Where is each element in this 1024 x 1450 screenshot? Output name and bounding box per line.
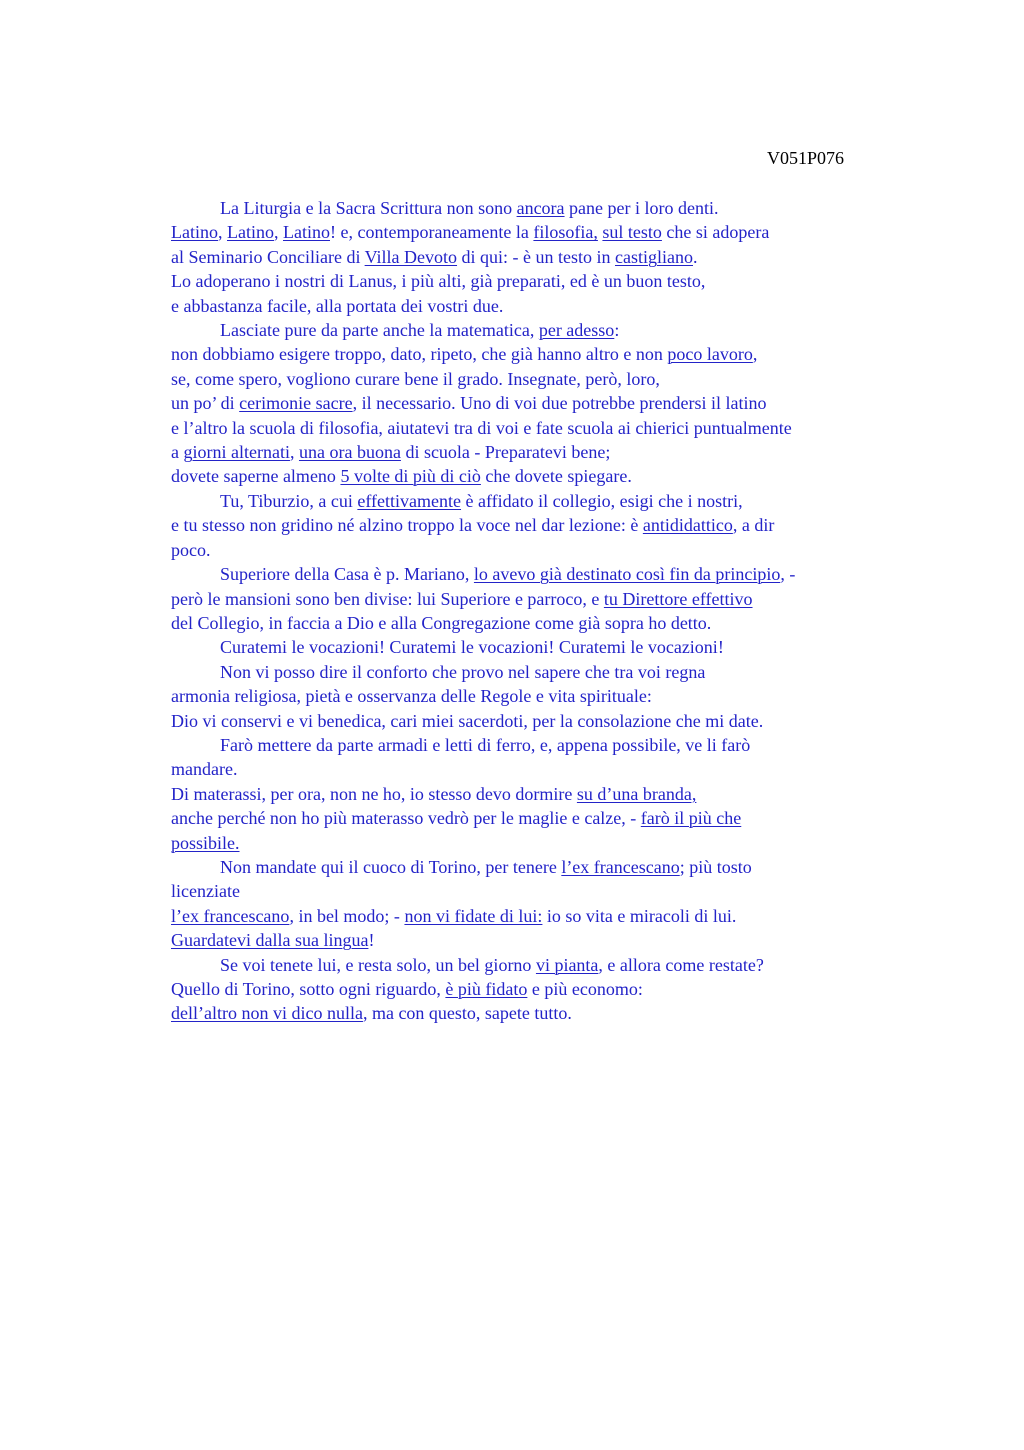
text-line [171, 245, 891, 269]
underlined-phrase: vi pianta [535, 954, 599, 975]
text-line [171, 928, 891, 952]
text-segment: licenziate [171, 881, 240, 902]
text-line [171, 733, 891, 757]
text-line [171, 757, 891, 781]
text-segment: armonia religiosa, pietà e osservanza delle Regole e vita spirituale: [171, 686, 652, 707]
text-segment: Superiore della Casa è p. Mariano, [220, 564, 474, 585]
text-segment: ! [368, 930, 375, 951]
text-segment: però le mansioni sono ben divise: lui Superiore e parroco, e [171, 588, 604, 609]
text-segment: , a dir [732, 515, 775, 536]
text-segment: Lo adoperano i nostri di Lanus, i più alti, già preparati, ed è un buon testo, [171, 271, 706, 292]
underlined-phrase: Latino [227, 222, 274, 243]
text-line [171, 269, 891, 293]
text-line [171, 831, 891, 855]
underlined-phrase: Latino [283, 222, 330, 243]
text-segment: Tu, Tiburzio, a cui [220, 490, 358, 511]
underlined-phrase: poco lavoro [667, 344, 753, 365]
text-segment: pane per i loro denti. [564, 198, 719, 218]
text-line [171, 977, 891, 1001]
text-segment: anche perché non ho più materasso vedrò per le maglie e calze, - [171, 808, 641, 829]
text-segment: Se voi tenete lui, e resta solo, un bel giorno [220, 954, 536, 975]
page-identifier: V051P076 [766, 148, 844, 168]
text-line [171, 342, 891, 366]
text-line [171, 806, 891, 830]
text-line [171, 513, 891, 537]
underlined-phrase: l’ex francescano [171, 905, 290, 926]
text-segment: La Liturgia e la Sacra Scrittura non sono [220, 198, 517, 218]
text-segment: , e allora come restate? [598, 954, 764, 975]
underlined-phrase: 5 volte di più di ciò [340, 466, 481, 487]
text-segment: se, come spero, vogliono curare bene il grado. Insegnate, però, loro, [171, 368, 660, 389]
underlined-phrase: lo avevo già destinato così fin da principio [473, 564, 781, 585]
text-segment: Curatemi le vocazioni! Curatemi le vocazioni! Curatemi le vocazioni! [220, 637, 724, 658]
text-segment: del Collegio, in faccia a Dio e alla Congregazione come già sopra ho detto. [171, 612, 712, 633]
text-line [171, 904, 891, 928]
text-line [171, 440, 891, 464]
text-line [171, 1001, 891, 1025]
text-line [171, 879, 891, 903]
underlined-phrase: l’ex francescano [561, 856, 680, 877]
text-segment: Dio vi conservi e vi benedica, cari miei sacerdoti, per la consolazione che mi date. [171, 710, 764, 731]
text-segment: a [171, 442, 184, 463]
text-segment: che si adopera [661, 222, 770, 243]
underlined-phrase: possibile. [171, 832, 240, 853]
underlined-phrase: Latino [171, 222, 218, 243]
text-line [171, 611, 891, 635]
text-line [171, 562, 891, 586]
underlined-phrase: ancora [516, 198, 565, 218]
text-segment: , il necessario. Uno di voi due potrebbe prendersi il latino [352, 393, 767, 414]
text-segment: io so vita e miracoli di lui. [542, 905, 737, 926]
underlined-phrase: una ora buona [298, 442, 401, 463]
text-segment: mandare. [171, 759, 238, 780]
underlined-phrase: tu Direttore effettivo [603, 588, 753, 609]
text-segment: e tu stesso non gridino né alzino troppo la voce nel dar lezione: è [171, 515, 643, 536]
text-segment: : [614, 320, 620, 341]
text-segment: , [289, 442, 299, 463]
text-segment: Di materassi, per ora, non ne ho, io stesso devo dormire [171, 783, 577, 804]
text-line [171, 367, 891, 391]
text-segment: , in bel modo; - [289, 905, 405, 926]
underlined-phrase: farò il più che [640, 808, 742, 829]
text-segment: di scuola - Preparatevi bene; [400, 442, 611, 463]
text-line [171, 416, 891, 440]
text-segment: di qui: - è un testo in [457, 246, 616, 267]
text-segment: ; più tosto [679, 856, 752, 877]
text-line [171, 318, 891, 342]
text-line [171, 782, 891, 806]
underlined-phrase: per adesso [538, 320, 615, 341]
text-line [171, 196, 891, 220]
text-segment: Farò mettere da parte armadi e letti di ferro, e, appena possibile, ve li farò [220, 734, 751, 755]
text-line [171, 489, 891, 513]
text-line [171, 635, 891, 659]
underlined-phrase: effettivamente [357, 490, 461, 511]
text-segment: Quello di Torino, sotto ogni riguardo, [171, 979, 446, 999]
text-segment: poco. [171, 539, 211, 560]
text-segment: non dobbiamo esigere troppo, dato, ripeto, che già hanno altro e non [171, 344, 668, 365]
text-segment: , [218, 222, 227, 243]
underlined-phrase: dell’altro non vi dico nulla [171, 1003, 363, 1024]
text-line [171, 684, 891, 708]
text-segment: e l’altro la scuola di filosofia, aiutatevi tra di voi e fate scuola ai chierici puntualmente [171, 417, 792, 438]
text-line [171, 660, 891, 684]
text-segment: , [752, 344, 758, 365]
text-segment: Non mandate qui il cuoco di Torino, per tenere [220, 856, 562, 877]
underlined-phrase: su d’una branda, [576, 783, 697, 804]
text-segment: che dovete spiegare. [480, 466, 632, 487]
underlined-phrase: filosofia, [533, 222, 598, 243]
underlined-phrase: antididattico [642, 515, 733, 536]
text-segment: , ma con questo, sapete tutto. [362, 1003, 572, 1024]
underlined-phrase: castigliano [615, 246, 693, 267]
text-segment: un po’ di [171, 393, 240, 414]
letter-body [171, 196, 891, 1026]
text-segment: ! e, contemporaneamente la [330, 222, 534, 243]
underlined-phrase: sul testo [602, 222, 662, 243]
underlined-phrase: Villa Devoto [364, 246, 458, 267]
underlined-phrase: non vi fidate di lui: [404, 905, 543, 926]
text-segment: dovete saperne almeno [171, 466, 341, 487]
text-segment: e abbastanza facile, alla portata dei vostri due. [171, 295, 504, 316]
text-line [171, 464, 891, 488]
underlined-phrase: è più fidato [445, 979, 528, 999]
text-segment: Non vi posso dire il conforto che provo nel sapere che tra voi regna [220, 661, 706, 682]
text-segment: , [274, 222, 283, 243]
text-line [171, 294, 891, 318]
text-line [171, 220, 891, 244]
text-segment: . [693, 246, 698, 267]
underlined-phrase: Guardatevi dalla sua lingua [171, 930, 369, 951]
text-line [171, 953, 891, 977]
underlined-phrase: cerimonie sacre [239, 393, 353, 414]
text-segment: al Seminario Conciliare di [171, 246, 365, 267]
text-line [171, 855, 891, 879]
text-line [171, 709, 891, 733]
text-segment: Lasciate pure da parte anche la matematica, [220, 320, 539, 341]
text-line [171, 587, 891, 611]
text-line [171, 391, 891, 415]
text-line [171, 538, 891, 562]
text-segment: , - [780, 564, 796, 585]
underlined-phrase: giorni alternati [183, 442, 290, 463]
text-segment: è affidato il collegio, esigi che i nostri, [461, 490, 743, 511]
text-segment: e più economo: [527, 979, 643, 999]
